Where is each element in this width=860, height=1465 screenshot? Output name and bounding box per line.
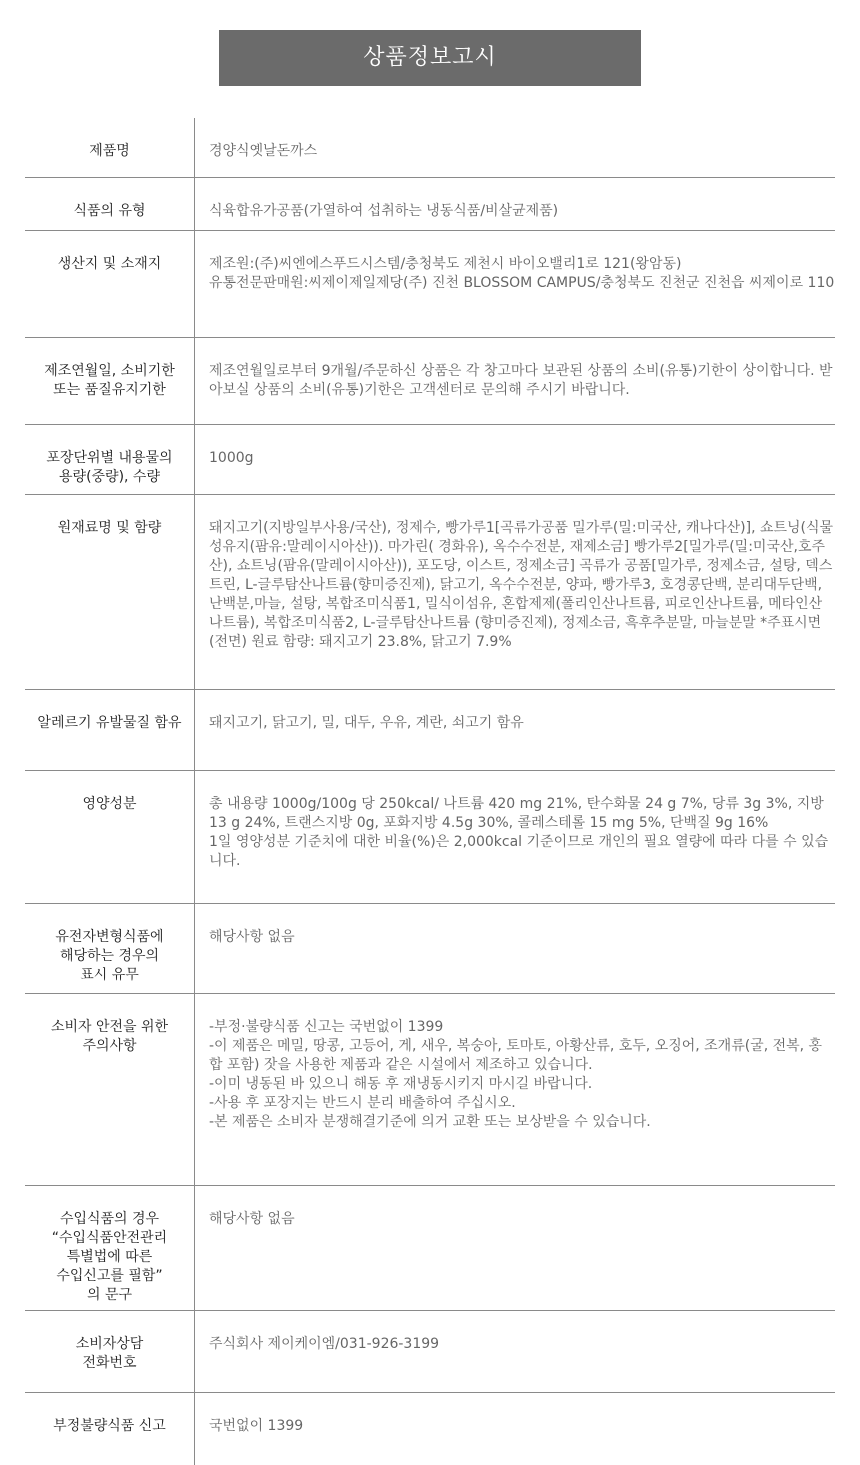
row-value-contact: 주식회사 제이케이엠/031-926-3199: [209, 1335, 440, 1352]
row-label-ingredients: 원재료명 및 함량: [25, 494, 195, 689]
table-row: [25, 337, 835, 424]
row-value-import: 해당사항 없음: [209, 1210, 295, 1227]
page-title: 상품정보고시: [219, 30, 641, 86]
row-label-origin: 생산지 및 소재지: [25, 230, 195, 337]
row-value-product-name: 경양식옛날돈까스: [209, 143, 318, 159]
row-label-product-name: 제품명: [25, 118, 195, 177]
table-row: [25, 689, 835, 770]
row-label-allergens: 알레르기 유발물질 함유: [25, 689, 195, 770]
row-value-allergens: 돼지고기, 닭고기, 밀, 대두, 우유, 계란, 쇠고기 함유: [209, 714, 524, 731]
row-label-report: 부정불량식품 신고: [25, 1392, 195, 1465]
row-value-expiry: 제조연월일로부터 9개월/주문하신 상품은 각 창고마다 보관된 상품의 소비(유통)기한이 상이합니다. 받아보실 상품의 소비(유통)기한은 고객센터로 문의해 주시기 바랍니다.: [209, 362, 833, 398]
table-row: [25, 494, 835, 689]
row-value-gmo: 해당사항 없음: [209, 928, 295, 945]
row-value-food-type: 식육합유가공품(가열하여 섭취하는 냉동식품/비살균제품): [209, 202, 559, 219]
table-row: [25, 1185, 835, 1310]
row-label-contact: 소비자상담 전화번호: [25, 1310, 195, 1392]
table-row: [25, 1310, 835, 1392]
row-value-nutrition: 총 내용량 1000g/100g 당 250kcal/ 나트륨 420 mg 21%, 탄수화물 24 g 7%, 당류 3g 3%, 지방 13 g 24%, 트랜스지방 0g, 포화지방 4.5g 30%, 콜레스테롤 15 mg 5%, 단백질 9g 16% 1일 영양성분 기준치에 대한 비율(%)은 2,000kcal 기준이므로 개인의 필요 열량에 따라 다를 수 있습니다.: [209, 795, 829, 869]
row-label-gmo: 유전자변형식품에 해당하는 경우의 표시 유무: [25, 903, 195, 993]
row-label-capacity: 포장단위별 내용물의 용량(중량), 수량: [25, 424, 195, 494]
table-row: [25, 118, 835, 177]
row-value-capacity: 1000g: [209, 449, 254, 466]
table-row: [25, 903, 835, 993]
table-row: [25, 424, 835, 494]
table-row: [25, 1392, 835, 1465]
row-label-safety: 소비자 안전을 위한 주의사항: [25, 993, 195, 1185]
row-label-nutrition: 영양성분: [25, 770, 195, 903]
table-row: [25, 993, 835, 1185]
row-value-report: 국번없이 1399: [209, 1417, 304, 1434]
table-row: [25, 177, 835, 230]
row-value-ingredients: 돼지고기(지방일부사용/국산), 정제수, 빵가루1[곡류가공품 밀가루(밀:미국산, 캐나다산)], 쇼트닝(식물성유지(팜유:말레이시아산)). 마가린( 경화유), 옥수수전분, 재제소금] 빵가루2[밀가루(밀:미국산,호주산), 쇼트닝(팜유(말레이시아산)), 포도당, 이스트, 정제소금] 곡류가 공품[밀가루, 정제소금, 설탕, 덱스트린, L-글루탐산나트륨(향미증진제), 닭고기, 옥수수전분, 양파, 빵가루3, 호경콩단백, 분리대두단백, 난백분,마늘, 설탕, 복합조미식품1, 밀식이섬유, 혼합제제(폴리인산나트륨, 피로인산나트륨, 메타인산나트륨), 복합조미식품2, L-글루탐산나트륨 (향미증진제), 정제소금, 흑후추분말, 마늘분말 *주표시면(전면) 원료 함량: 돼지고기 23.8%, 닭고기 7.9%: [209, 519, 834, 650]
product-info-table: [25, 118, 835, 1465]
table-row: [25, 230, 835, 337]
row-value-origin: 제조원:(주)씨엔에스푸드시스템/충청북도 제천시 바이오밸리1로 121(왕암동) 유통전문판매원:씨제이제일제당(주) 진천 BLOSSOM CAMPUS/충청북도 진천군 진천읍 씨제이로 110: [209, 255, 835, 291]
row-label-food-type: 식품의 유형: [25, 177, 195, 230]
table-row: [25, 770, 835, 903]
row-value-safety: -부정·불량식품 신고는 국번없이 1399 -이 제품은 메밀, 땅콩, 고등어, 게, 새우, 복숭아, 토마토, 아황산류, 호두, 오징어, 조개류(굴, 전복, 홍합 포함) 잣을 사용한 제품과 같은 시설에서 제조하고 있습니다. -이미 냉동된 바 있으니 해동 후 재냉동시키지 마시길 바랍니다. -사용 후 포장지는 반드시 분리 배출하여 주십시오. -본 제품은 소비자 분쟁해결기준에 의거 교환 또는 보상받을 수 있습니다.: [209, 1018, 823, 1130]
row-label-expiry: 제조연월일, 소비기한 또는 품질유지기한: [25, 337, 195, 424]
row-label-import: 수입식품의 경우 “수입식품안전관리 특별법에 따른 수입신고를 필함” 의 문구: [25, 1185, 195, 1310]
